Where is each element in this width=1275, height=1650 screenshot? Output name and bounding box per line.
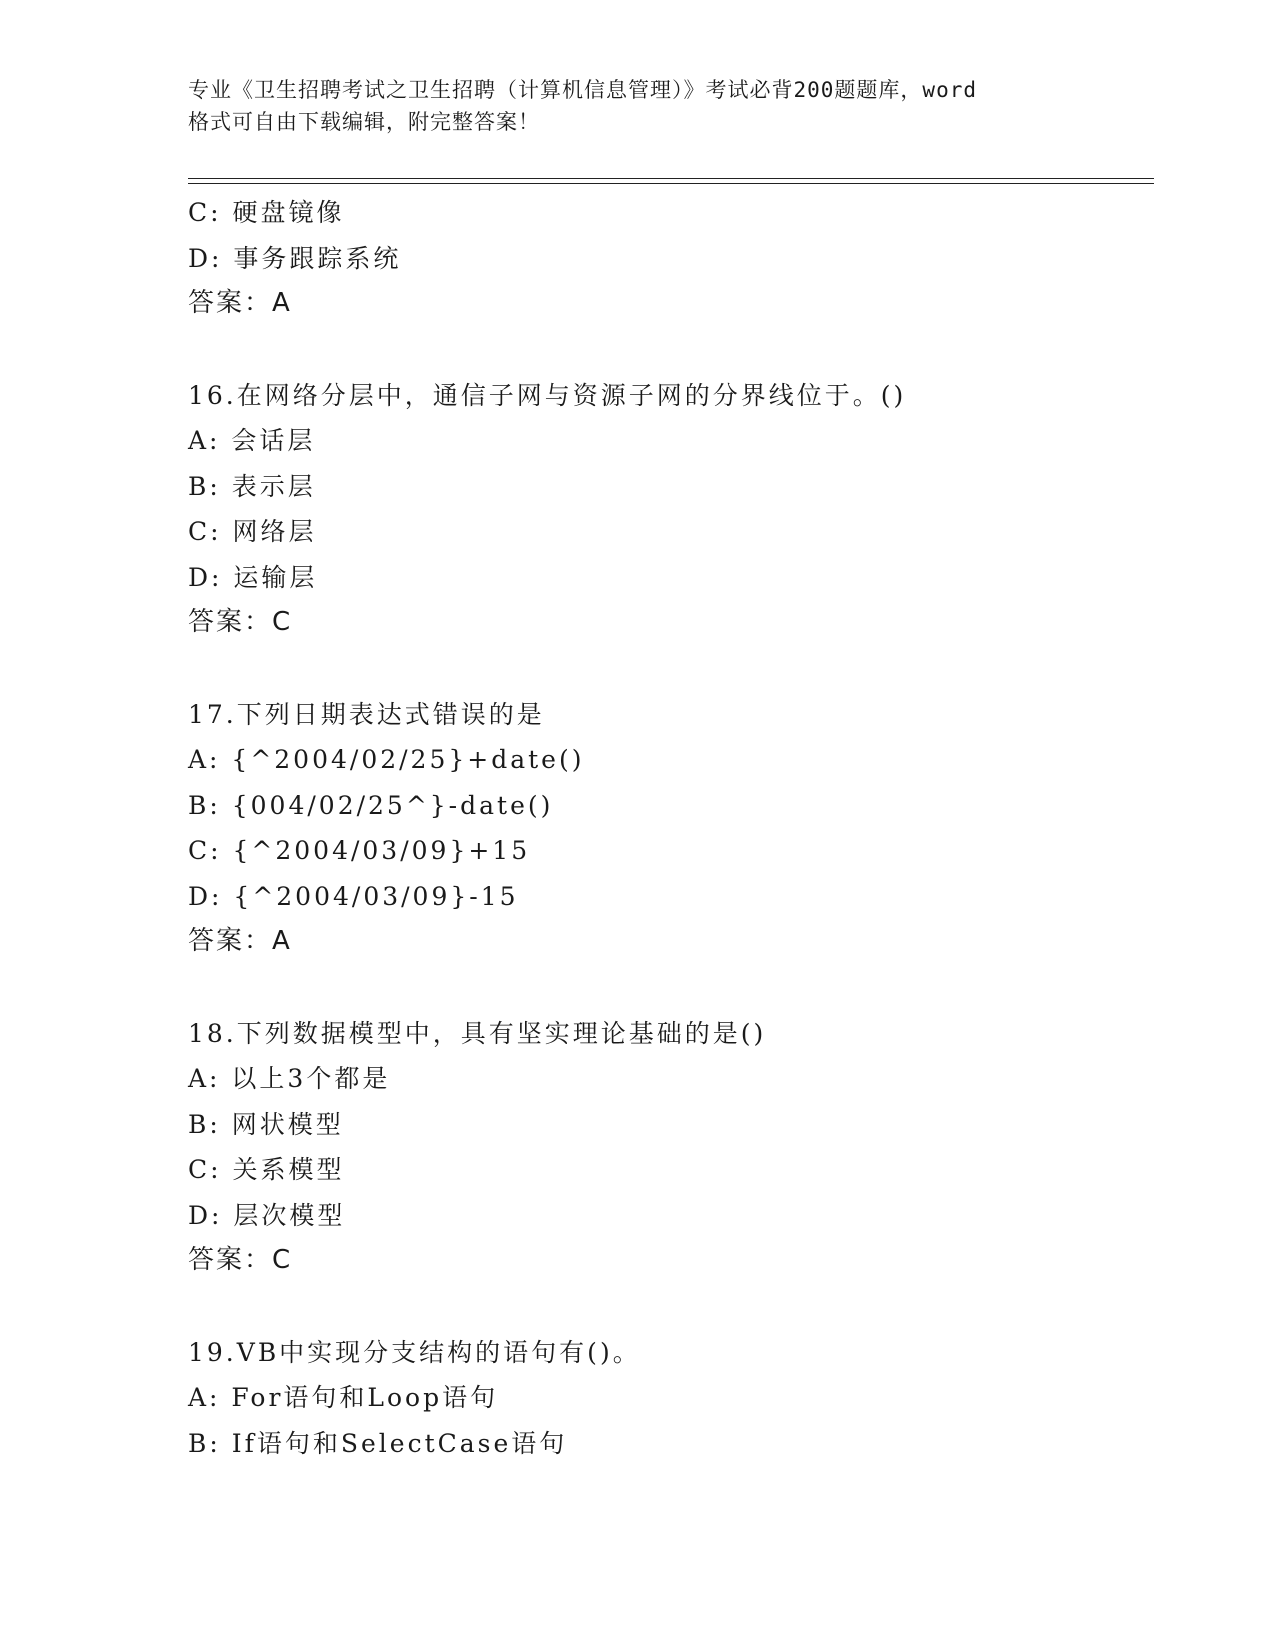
spacer	[188, 646, 1148, 692]
option-d: D: 事务跟踪系统	[188, 243, 402, 273]
spacer	[188, 965, 1148, 1011]
option-a: A: 以上3个都是	[188, 1064, 391, 1093]
option-d: D: 层次模型	[188, 1200, 346, 1230]
option-b: B: {004/02/25^}-date()	[188, 790, 554, 820]
option-c: C: 关系模型	[188, 1155, 345, 1184]
question-16	[188, 373, 1148, 646]
header-divider-bottom	[188, 183, 1154, 184]
question-stem: 16.在网络分层中，通信子网与资源子网的分界线位于。()	[188, 380, 907, 410]
option-d: D: {^2004/03/09}-15	[188, 881, 519, 911]
question-17	[188, 692, 1148, 965]
question-stem: 19.VB中实现分支结构的语句有()。	[188, 1337, 641, 1367]
answer: 答案：A	[188, 288, 292, 318]
option-b: B: If语句和SelectCase语句	[188, 1428, 568, 1458]
spacer	[188, 1284, 1148, 1330]
question-list	[188, 190, 1148, 1466]
header-line-2: 格式可自由下载编辑，附完整答案！	[188, 110, 540, 134]
option-c: C: 硬盘镜像	[188, 198, 345, 227]
option-d: D: 运输层	[188, 562, 318, 592]
answer: 答案：C	[188, 607, 293, 637]
question-stem: 17.下列日期表达式错误的是	[188, 699, 545, 729]
answer: 答案：C	[188, 1245, 293, 1275]
option-b: B: 网状模型	[188, 1109, 344, 1139]
question-18	[188, 1011, 1148, 1284]
header-line-1: 专业《卫生招聘考试之卫生招聘（计算机信息管理）》考试必背200题题库，word	[188, 78, 977, 102]
option-a: A: For语句和Loop语句	[188, 1383, 499, 1412]
question-15-continued	[188, 190, 1148, 327]
document-header	[188, 74, 1088, 138]
option-a: A: {^2004/02/25}+date()	[188, 745, 585, 774]
option-a: A: 会话层	[188, 426, 316, 455]
option-b: B: 表示层	[188, 471, 316, 501]
question-19	[188, 1330, 1148, 1467]
answer: 答案：A	[188, 926, 292, 956]
spacer	[188, 327, 1148, 373]
header-divider-top	[188, 178, 1154, 179]
option-c: C: 网络层	[188, 517, 317, 546]
question-stem: 18.下列数据模型中，具有坚实理论基础的是()	[188, 1018, 767, 1048]
option-c: C: {^2004/03/09}+15	[188, 836, 531, 865]
